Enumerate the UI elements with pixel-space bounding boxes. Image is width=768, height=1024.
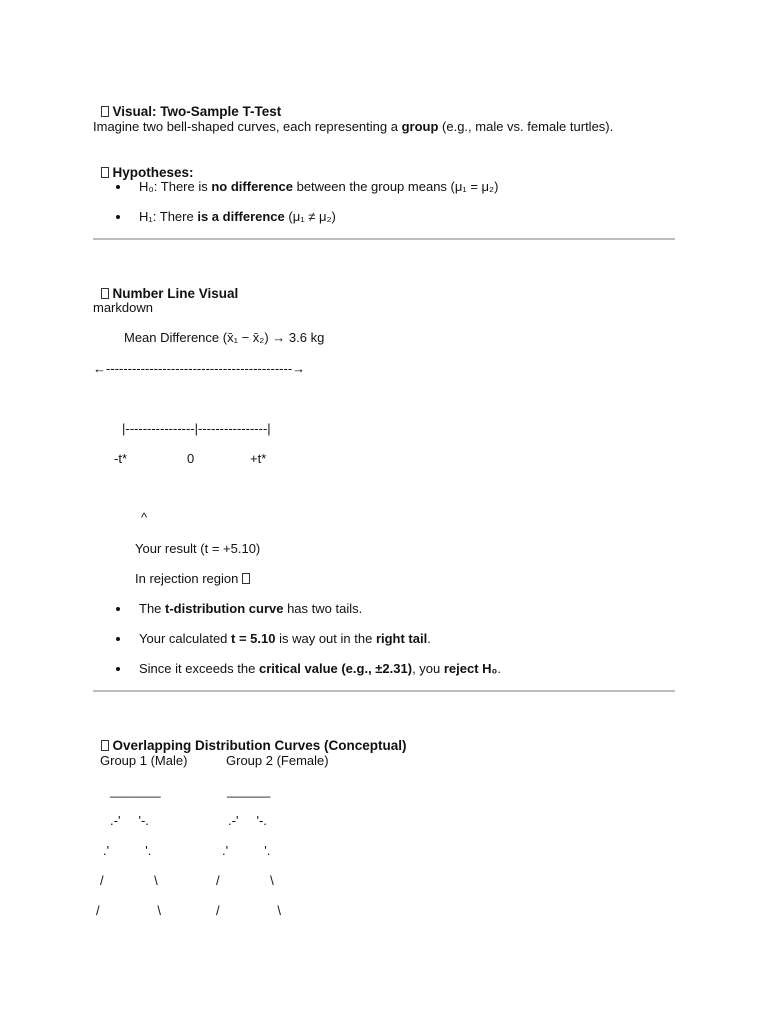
tick-label-negative: -t* [114, 451, 127, 466]
section-heading-overlap: Overlapping Distribution Curves (Conceptual) [93, 722, 407, 754]
curve-art-right: .-' '-. [228, 813, 267, 828]
rejection-region-text: In rejection region [135, 571, 254, 587]
divider [93, 690, 675, 692]
divider [93, 238, 675, 240]
curve-art-right: ______ [227, 783, 271, 798]
curve-art-left: / \ [96, 903, 162, 918]
bullet-icon [116, 185, 120, 189]
code-language-label: markdown [93, 300, 153, 315]
curve-art-left: _______ [110, 783, 161, 798]
number-line-ticks: |----------------|----------------| [122, 421, 271, 436]
box-glyph-icon [101, 106, 109, 117]
bullet-icon [116, 215, 120, 219]
intro-paragraph: Imagine two bell-shaped curves, each representing a group (e.g., male vs. female turtles). [93, 119, 614, 134]
section-heading-hypotheses: Hypotheses: [93, 149, 194, 181]
bullet-t-distribution: The t-distribution curve has two tails. [139, 601, 363, 616]
bullet-icon [116, 637, 120, 641]
curve-art-left: .-' '-. [110, 813, 149, 828]
curve-art-right: / \ [216, 903, 282, 918]
arrow-line: ←-------------------------------------------→ [93, 361, 306, 376]
box-glyph-icon [101, 288, 109, 299]
curve-art-right: .' '. [222, 843, 271, 858]
tick-label-zero: 0 [187, 451, 195, 466]
box-glyph-icon [101, 167, 109, 178]
curve-art-right: / \ [216, 873, 274, 888]
curve-art-left: / \ [100, 873, 158, 888]
tick-label-positive: +t* [250, 451, 267, 466]
section-heading-visual: Visual: Two-Sample T-Test [93, 88, 281, 120]
box-glyph-icon [101, 740, 109, 751]
curve-art-left: .' '. [103, 843, 152, 858]
bullet-icon [116, 607, 120, 611]
box-glyph-icon [242, 573, 250, 584]
hypothesis-h0: H₀: There is no difference between the group means (μ₁ = μ₂) [139, 179, 499, 194]
group1-label: Group 1 (Male) [100, 753, 188, 768]
bullet-icon [116, 667, 120, 671]
result-text: Your result (t = +5.10) [135, 541, 261, 556]
section-heading-number-line: Number Line Visual [93, 270, 238, 302]
result-caret: ^ [141, 510, 148, 525]
bullet-calculated-t: Your calculated t = 5.10 is way out in the right tail. [139, 631, 431, 646]
mean-difference-line: Mean Difference (x̄₁ − x̄₂) → 3.6 kg [124, 330, 325, 345]
bullet-reject-h0: Since it exceeds the critical value (e.g., ±2.31), you reject H₀. [139, 661, 502, 676]
group2-label: Group 2 (Female) [226, 753, 329, 768]
hypothesis-h1: H₁: There is a difference (μ₁ ≠ μ₂) [139, 209, 336, 224]
